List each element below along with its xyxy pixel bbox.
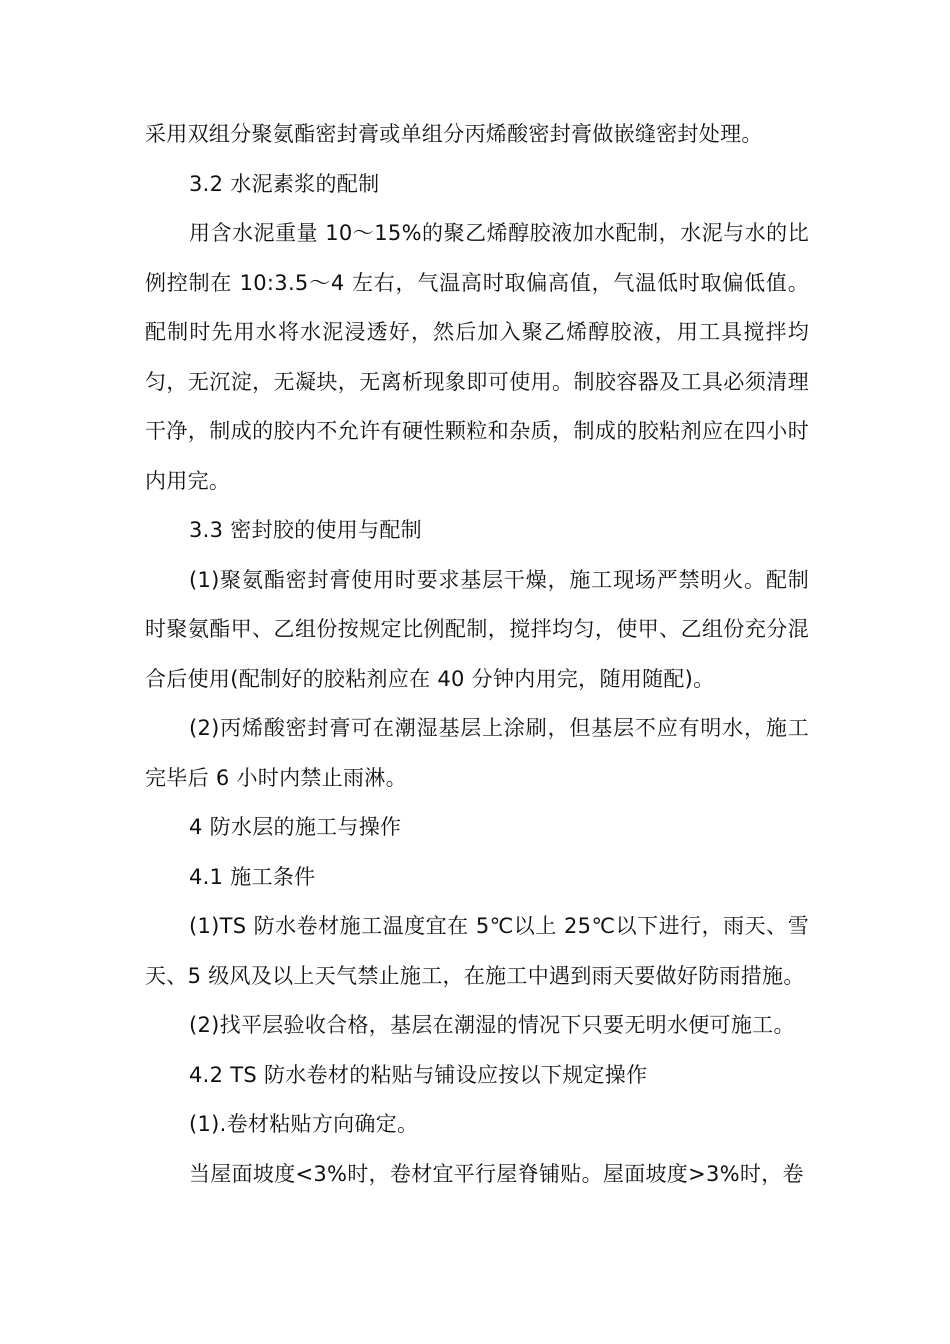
section-heading-3-3: 3.3 密封胶的使用与配制 xyxy=(189,518,422,542)
paragraph-continuation: 采用双组分聚氨酯密封膏或单组分丙烯酸密封膏做嵌缝密封处理。 xyxy=(145,122,763,146)
section-heading-3-2: 3.2 水泥素浆的配制 xyxy=(189,171,380,196)
paragraph-temperature-condition: (1)TS 防水卷材施工温度宜在 5℃以上 25℃以下进行，雨天、雪天、5 级风及以上天气禁止施工，在施工中遇到雨天要做好防雨措施。 xyxy=(145,914,809,988)
paragraph-acrylic-sealant: (2)丙烯酸密封膏可在潮湿基层上涂刷，但基层不应有明水，施工完毕后 6 小时内禁止雨淋。 xyxy=(145,716,809,790)
section-heading-4-2: 4.2 TS 防水卷材的粘贴与铺设应按以下规定操作 xyxy=(189,1062,648,1087)
paragraph-base-condition: (2)找平层验收合格，基层在潮湿的情况下只要无明水便可施工。 xyxy=(189,1013,795,1037)
paragraph-cement-slurry: 用含水泥重量 10～15%的聚乙烯醇胶液加水配制，水泥与水的比例控制在 10:3.5～4 左右，气温高时取偏高值，气温低时取偏低值。配制时先用水将水泥浸透好，然后加入聚乙烯醇胶液，用工具搅拌均匀，无沉淀，无凝块，无离析现象即可使用。制胶容器及工具必须清理干净，制成的胶内不允许有硬性颗粒和杂质，制成的胶粘剂应在四小时内用完。 xyxy=(145,221,809,493)
document-body xyxy=(145,110,809,1199)
section-heading-4: 4 防水层的施工与操作 xyxy=(189,815,402,839)
section-heading-4-1: 4.1 施工条件 xyxy=(189,864,316,889)
paragraph-polyurethane-sealant: (1)聚氨酯密封膏使用时要求基层干燥，施工现场严禁明火。配制时聚氨酯甲、乙组份按规定比例配制，搅拌均匀，使甲、乙组份充分混合后使用(配制好的胶粘剂应在 40 分钟内用完，随用随配)。 xyxy=(145,567,809,691)
paragraph-slope: 当屋面坡度<3%时，卷材宜平行屋脊铺贴。屋面坡度>3%时，卷 xyxy=(189,1161,804,1186)
paragraph-direction: (1).卷材粘贴方向确定。 xyxy=(189,1112,419,1136)
